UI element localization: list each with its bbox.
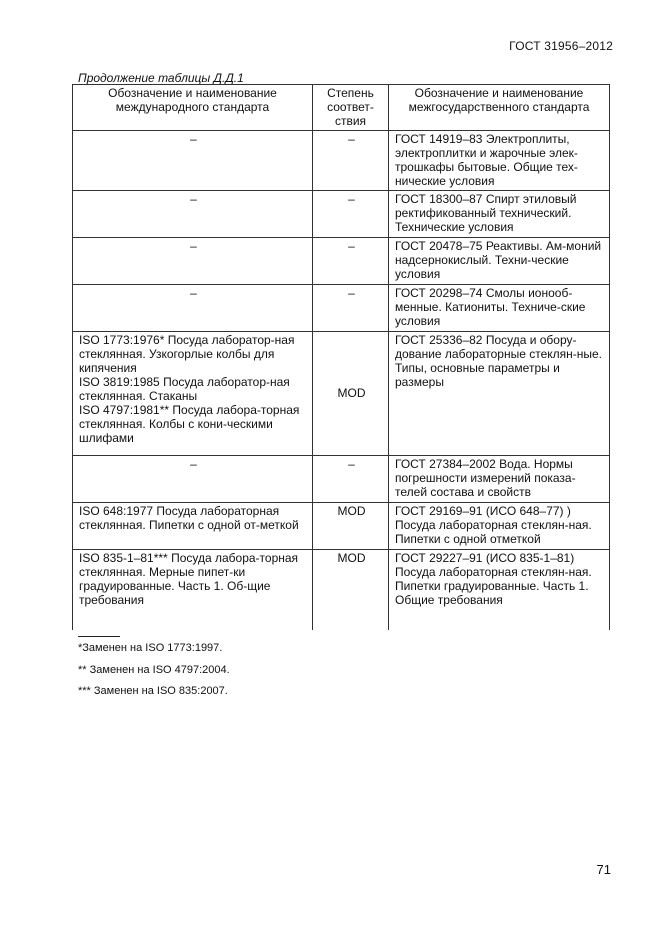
- column-header-degree: Степень соответ-ствия: [313, 85, 389, 131]
- intl-standard-cell: ISO 648:1977 Посуда лабораторная стеклянная. Пипетки с одной от-меткой: [73, 503, 313, 550]
- gost-standard-cell: ГОСТ 14919–83 Электроплиты, электроплитки и жарочные элек-трошкафы бытовые. Общие тех-нические условия: [389, 131, 610, 191]
- degree-cell: –: [313, 238, 389, 285]
- degree-cell: –: [313, 191, 389, 238]
- footnote: *** Заменен на ISO 835:2007.: [78, 685, 228, 697]
- degree-cell: –: [313, 285, 389, 332]
- footnote: *Заменен на ISO 1773:1997.: [78, 642, 223, 654]
- table-row: [73, 191, 610, 238]
- intl-standard-entry: ISO 4797:1981** Посуда лабора-торная стеклянная. Колбы с кони-ческими шлифами: [79, 403, 300, 445]
- table-row: [73, 131, 610, 191]
- intl-standard-cell: –: [73, 131, 313, 191]
- gost-standard-cell: ГОСТ 25336–82 Посуда и обору-дование лабораторные стеклян-ные. Типы, основные параметры и размеры: [389, 332, 610, 456]
- intl-standard-cell: –: [73, 191, 313, 238]
- intl-standard-entry: ISO 3819:1985 Посуда лаборатор-ная стеклянная. Стаканы: [79, 375, 290, 403]
- gost-standard-cell: ГОСТ 29227–91 (ИСО 835-1–81) Посуда лабораторная стеклян-ная. Пипетки градуированные. Часть 1. Общие требования: [389, 550, 610, 630]
- gost-standard-cell: ГОСТ 20478–75 Реактивы. Ам-моний надсернокислый. Техни-ческие условия: [389, 238, 610, 285]
- intl-standard-cell: –: [73, 285, 313, 332]
- column-header-international: Обозначение и наименование международного стандарта: [73, 85, 313, 131]
- footnote-separator: [78, 636, 120, 637]
- footnote: ** Заменен на ISO 4797:2004.: [78, 664, 230, 676]
- table-row: [73, 456, 610, 503]
- table-row: [73, 238, 610, 285]
- standards-table: [72, 84, 610, 630]
- gost-standard-cell: ГОСТ 20298–74 Смолы ионооб-менные. Катиониты. Техниче-ские условия: [389, 285, 610, 332]
- table-caption: Продолжение таблицы Д.Д.1: [78, 71, 244, 85]
- gost-standard-cell: ГОСТ 18300–87 Спирт этиловый ректификованный технический. Технические условия: [389, 191, 610, 238]
- intl-standard-cell: –: [73, 238, 313, 285]
- page-number: 71: [596, 862, 611, 877]
- document-code: ГОСТ 31956–2012: [509, 39, 613, 53]
- degree-cell: MOD: [313, 550, 389, 630]
- column-header-interstate: Обозначение и наименование межгосударственного стандарта: [389, 85, 610, 131]
- gost-standard-cell: ГОСТ 29169–91 (ИСО 648–77) ) Посуда лабораторная стеклян-ная. Пипетки с одной отметкой: [389, 503, 610, 550]
- degree-cell: –: [313, 131, 389, 191]
- intl-standard-entry: ISO 1773:1976* Посуда лаборатор-ная стеклянная. Узкогорлые колбы для кипячения: [79, 333, 295, 375]
- table-row: [73, 332, 610, 456]
- degree-cell: MOD: [313, 503, 389, 550]
- intl-standard-cell: [73, 332, 313, 456]
- degree-cell: –: [313, 456, 389, 503]
- intl-standard-cell: ISO 835-1–81*** Посуда лабора-торная стеклянная. Мерные пипет-ки градуированные. Часть 1. Об-щие требования: [73, 550, 313, 630]
- table-row: [73, 550, 610, 630]
- degree-cell: MOD: [313, 332, 389, 456]
- table-row: [73, 503, 610, 550]
- intl-standard-cell: –: [73, 456, 313, 503]
- table-row: [73, 285, 610, 332]
- table-header-row: [73, 85, 610, 131]
- gost-standard-cell: ГОСТ 27384–2002 Вода. Нормы погрешности измерений показа-телей состава и свойств: [389, 456, 610, 503]
